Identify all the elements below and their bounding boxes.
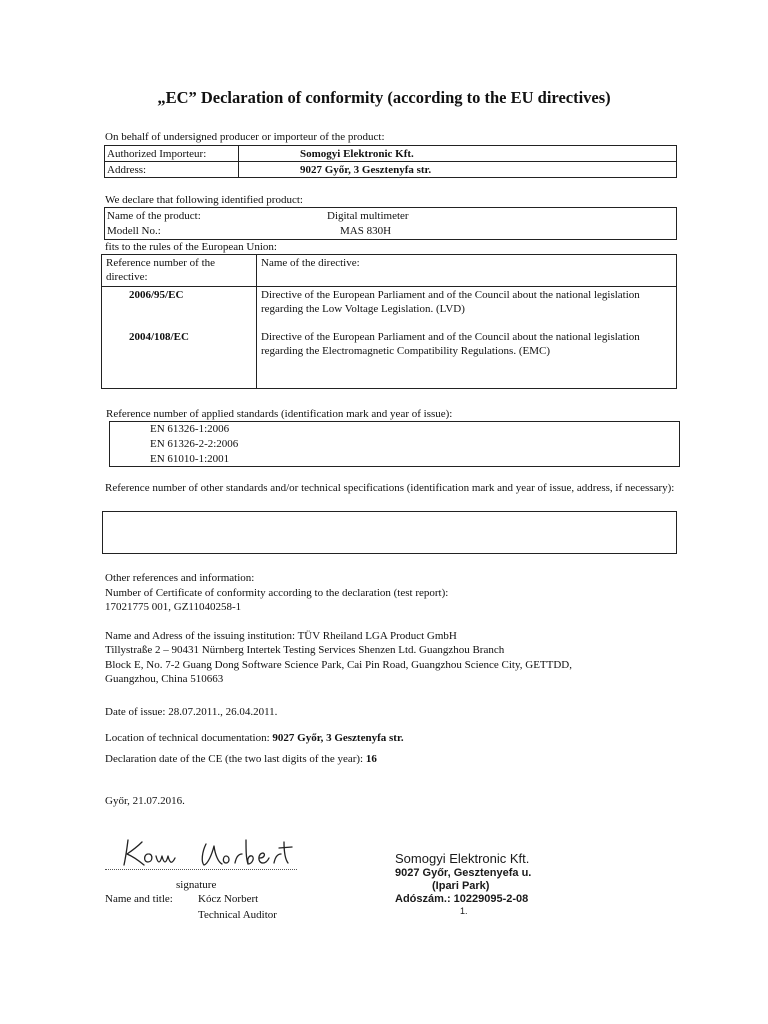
importer-divider: [104, 161, 677, 162]
standard-item: EN 61326-2-2:2006: [150, 438, 239, 450]
ce-date-label: Declaration date of the CE (the two last digits of the year):: [105, 753, 366, 765]
intro-text: On behalf of undersigned producer or importeur of the product:: [105, 131, 385, 143]
importer-label: Authorized Importeur:: [107, 148, 207, 160]
directive-ref-lvd: 2006/95/EC: [129, 289, 184, 301]
standards-label: Reference number of applied standards (identification mark and year of issue):: [106, 408, 453, 420]
directive-ref-emc: 2004/108/EC: [129, 331, 189, 343]
company-stamp-tax: Adószám.: 10229095-2-08: [395, 893, 529, 905]
standard-item: EN 61326-1:2006: [150, 423, 230, 435]
signature-line: [105, 869, 297, 870]
date-of-issue: Date of issue: 28.07.2011., 26.04.2011.: [105, 706, 278, 718]
company-stamp-park: (Ipari Park): [432, 880, 490, 892]
address-label: Address:: [107, 164, 147, 176]
place-date: Győr, 21.07.2016.: [105, 795, 185, 807]
directive-name-header: Name of the directive:: [261, 257, 360, 269]
institution-line: Block E, No. 7-2 Guang Dong Software Science Park, Cai Pin Road, Guangzhou Science City, GETTDD,: [105, 659, 573, 671]
directives-col-divider: [256, 254, 257, 389]
institution-line: Guangzhou, China 510663: [105, 673, 224, 685]
institution-line: Name and Adress of the issuing institution: TÜV Rheiland LGA Product GmbH: [105, 630, 457, 642]
product-name-label: Name of the product:: [107, 210, 201, 222]
importer-col-divider: [238, 145, 239, 178]
signer-name: Kócz Norbert: [198, 893, 259, 905]
tech-doc-location: [105, 731, 404, 745]
company-stamp-address: 9027 Győr, Gesztenyefa u.: [395, 867, 532, 879]
fits-text: fits to the rules of the European Union:: [105, 241, 277, 253]
cert-label: Number of Certificate of conformity according to the declaration (test report):: [105, 587, 449, 599]
ce-date-value: 16: [365, 753, 377, 765]
signature-label: signature: [176, 879, 217, 891]
signer-title: Technical Auditor: [198, 909, 277, 921]
directive-ref-header: Reference number of the directive:: [106, 257, 216, 283]
standard-item: EN 61010-1:2001: [150, 453, 230, 465]
cert-value: 17021775 001, GZ11040258-1: [105, 601, 242, 613]
model-value: MAS 830H: [340, 225, 392, 237]
address-value: 9027 Győr, 3 Gesztenyfa str.: [300, 164, 432, 176]
institution-line: Tillystraße 2 – 90431 Nürnberg Intertek Testing Services Shenzen Ltd. Guangzhou Branch: [105, 644, 505, 656]
tech-doc-value: 9027 Győr, 3 Gesztenyfa str.: [272, 732, 404, 744]
page-title: „EC” Declaration of conformity (according to the EU directives): [157, 88, 611, 107]
handwritten-signature: [118, 834, 293, 872]
ce-declaration-date: [105, 752, 377, 766]
tech-doc-label: Location of technical documentation:: [105, 732, 273, 744]
declare-text: We declare that following identified product:: [105, 194, 303, 206]
importer-value: Somogyi Elektronic Kft.: [300, 148, 414, 160]
other-standards-box: [102, 511, 677, 554]
name-title-label: Name and title:: [105, 893, 173, 905]
directive-name-emc: Directive of the European Parliament and of the Council about the national legislation regarding the Electromagnetic Compatibility Regulations. (EMC): [261, 331, 640, 357]
company-stamp-number: 1.: [460, 906, 468, 916]
model-label: Modell No.:: [107, 225, 161, 237]
directives-header-divider: [101, 286, 677, 287]
other-standards-label: Reference number of other standards and/or technical specifications (identification mark and year of issue, address, if necessary):: [105, 482, 675, 494]
product-name-value: Digital multimeter: [327, 210, 409, 222]
other-refs-heading: Other references and information:: [105, 572, 255, 584]
company-stamp-name: Somogyi Elektronic Kft.: [395, 851, 530, 866]
directive-name-lvd: Directive of the European Parliament and of the Council about the national legislation regarding the Low Voltage Legislation. (LVD): [261, 289, 640, 315]
